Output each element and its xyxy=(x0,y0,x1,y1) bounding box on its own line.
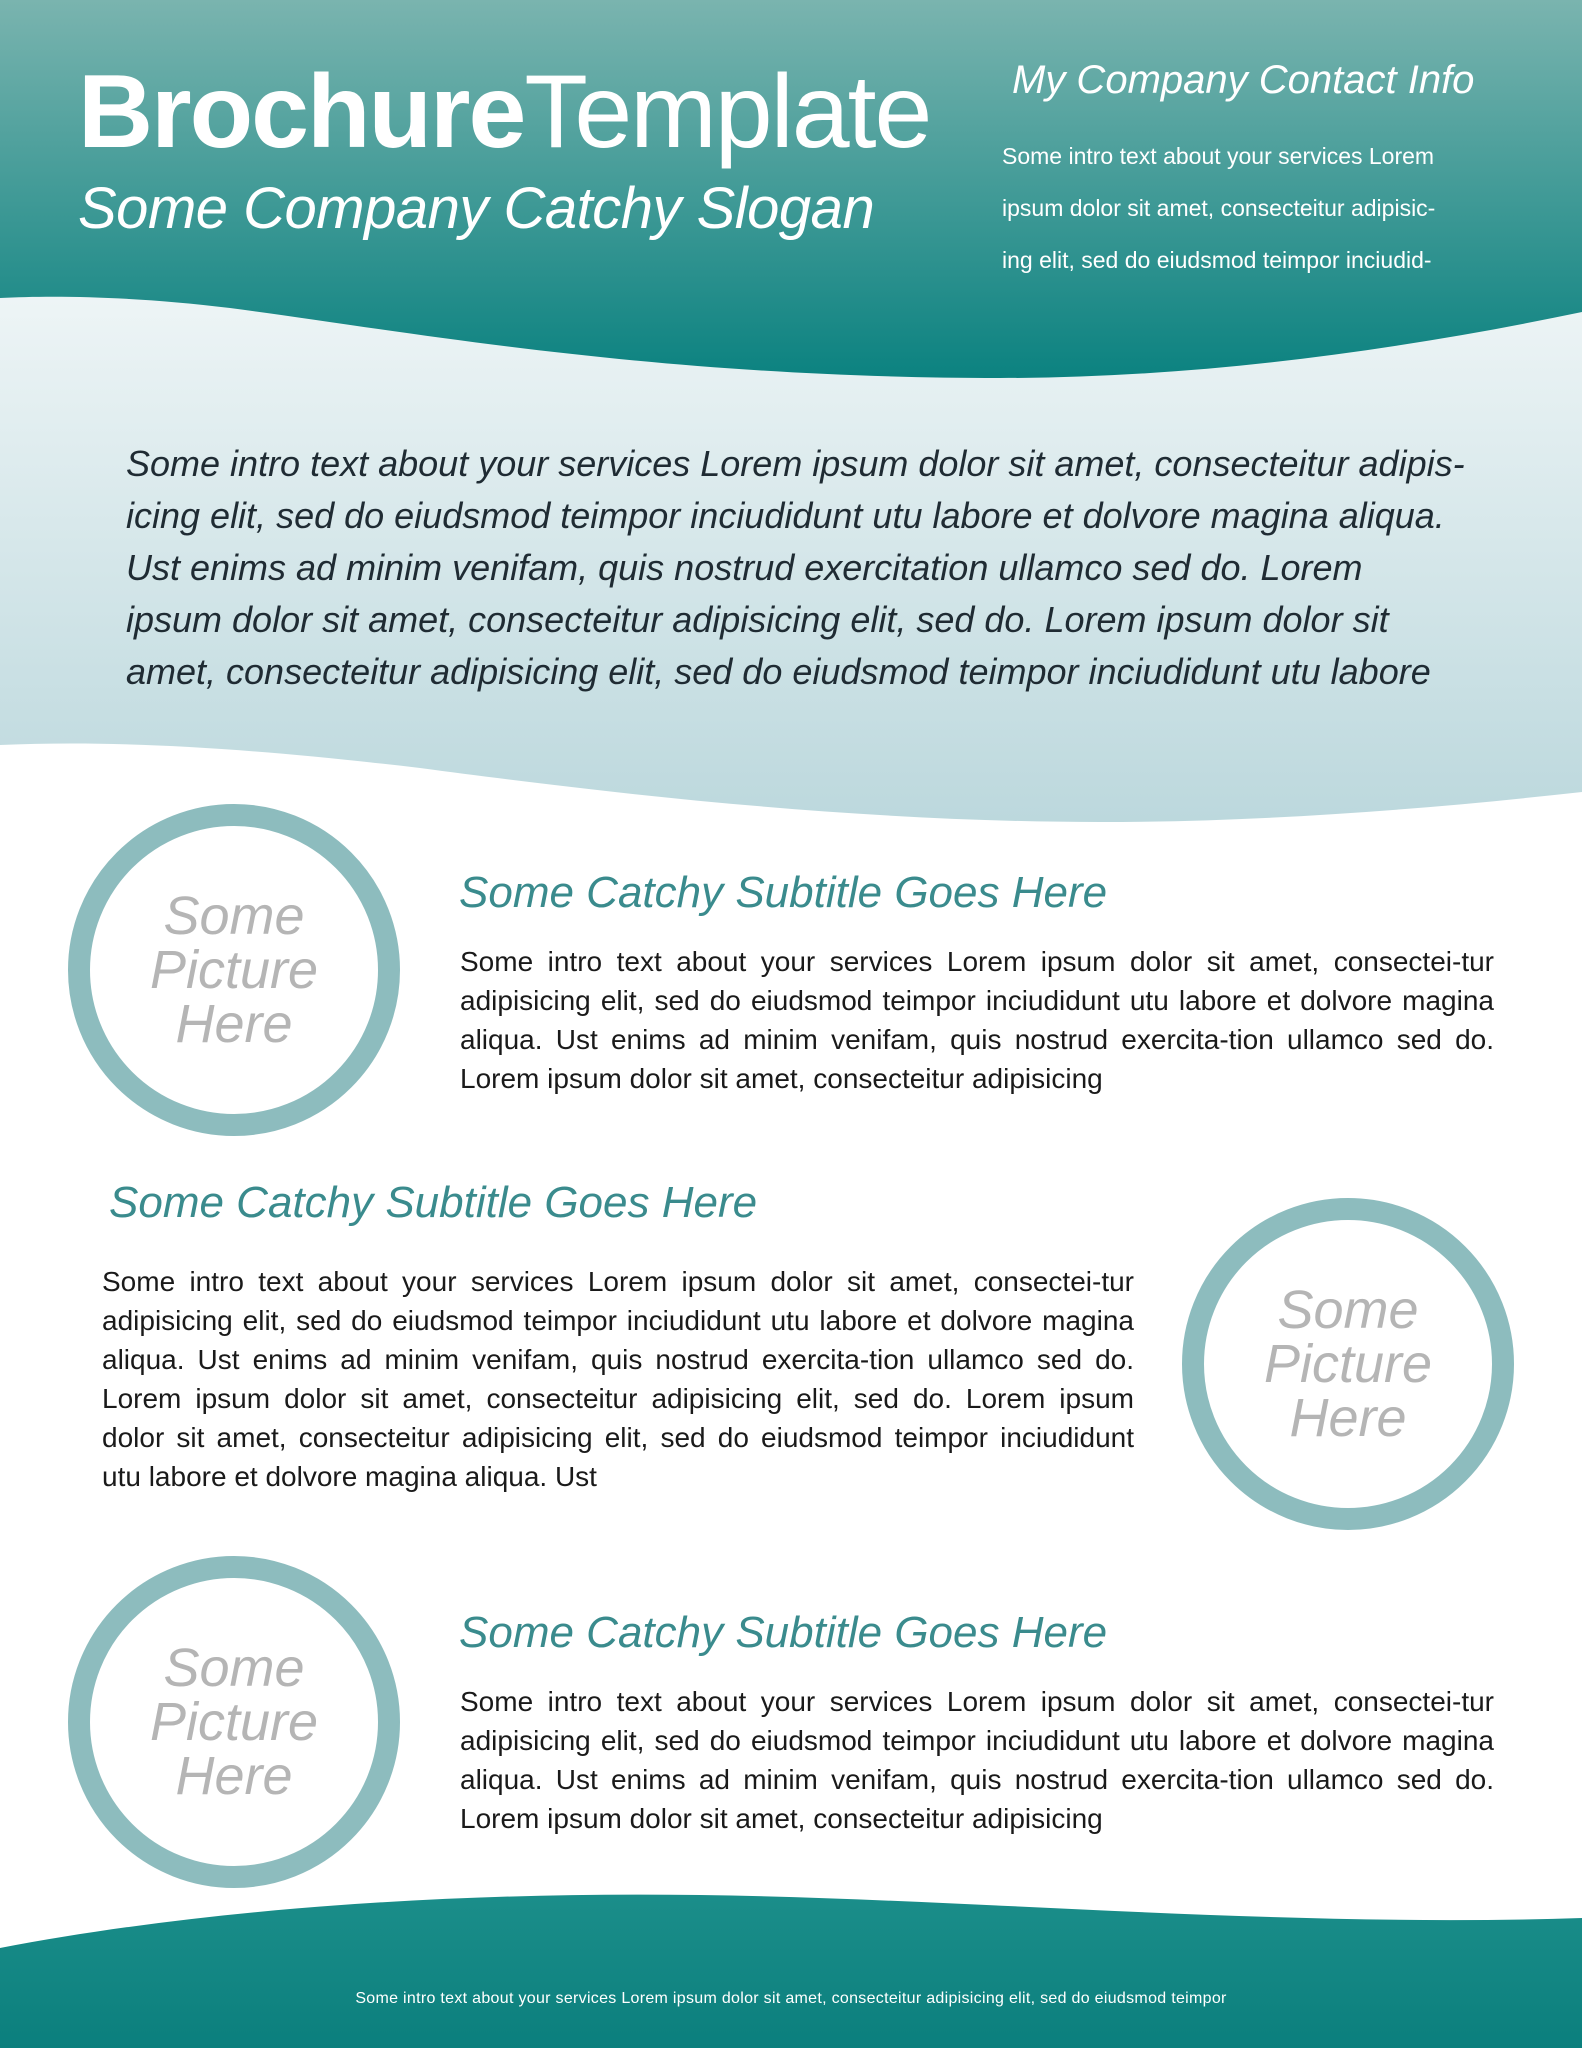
contact-info-text xyxy=(1002,130,1512,286)
placeholder-word: Some xyxy=(163,1638,305,1698)
placeholder-word: Picture xyxy=(1263,1334,1433,1394)
title-bold: Brochure xyxy=(78,54,525,170)
intro-line: amet, consecteitur adipisicing elit, sed do eiudsmod teimpor inciudidunt utu labore xyxy=(126,651,1431,692)
section-1-body: Some intro text about your services Lorem ipsum dolor sit amet, consectei-tur adipisicing elit, sed do eiudsmod teimpor inciudidunt utu labore et dolvore magina aliqua. Ust enims ad minim venifam, quis nostrud exercita-tion ullamco sed do. Lorem ipsum dolor sit amet, consecteitur adipisicing xyxy=(460,946,1494,1094)
company-slogan: Some Company Catchy Slogan xyxy=(78,176,875,241)
placeholder-word: Here xyxy=(175,994,293,1054)
contact-line: ipsum dolor sit amet, consecteitur adipisic- xyxy=(1002,195,1436,221)
section-2-subtitle: Some Catchy Subtitle Goes Here xyxy=(109,1178,758,1227)
placeholder-word: Picture xyxy=(149,1692,319,1752)
contact-line: Some intro text about your services Lorem xyxy=(1002,143,1435,169)
intro-paragraph xyxy=(126,438,1506,698)
intro-line: icing elit, sed do eiudsmod teimpor inciudidunt utu labore et dolvore magina aliqua. xyxy=(126,495,1445,536)
contact-info-title: My Company Contact Info xyxy=(1012,58,1475,102)
placeholder-word: Some xyxy=(163,886,305,946)
intro-line: Ust enims ad minim venifam, quis nostrud exercitation ullamco sed do. Lorem xyxy=(126,547,1363,588)
picture-placeholder-1 xyxy=(68,804,400,1136)
section-3-body: Some intro text about your services Lorem ipsum dolor sit amet, consectei-tur adipisicing elit, sed do eiudsmod teimpor inciudidunt utu labore et dolvore magina aliqua. Ust enims ad minim venifam, quis nostrud exercita-tion ullamco sed do. Lorem ipsum dolor sit amet, consecteitur adipisicing xyxy=(460,1686,1494,1834)
section-1-subtitle: Some Catchy Subtitle Goes Here xyxy=(459,868,1108,917)
picture-placeholder-2 xyxy=(1182,1198,1514,1530)
footer-text: Some intro text about your services Lorem ipsum dolor sit amet, consecteitur adipisicing elit, sed do eiudsmod teimpor xyxy=(355,1990,1227,2007)
intro-line: Some intro text about your services Lorem ipsum dolor sit amet, consecteitur adipis- xyxy=(126,443,1465,484)
section-2-body: Some intro text about your services Lorem ipsum dolor sit amet, consectei-tur adipisicing elit, sed do eiudsmod teimpor inciudidunt utu labore et dolvore magina aliqua. Ust enims ad minim venifam, quis nostrud exercita-tion ullamco sed do. Lorem ipsum dolor sit amet, consecteitur adipisicing elit, sed do. Lorem ipsum dolor sit amet, consecteitur adipisicing elit, sed do eiudsmod teimpor inciudidunt utu labore et dolvore magina aliqua. Ust xyxy=(102,1266,1134,1492)
brochure-title xyxy=(78,54,931,170)
placeholder-word: Some xyxy=(1277,1280,1419,1340)
contact-line: ing elit, sed do eiudsmod teimpor inciudid- xyxy=(1002,247,1432,273)
placeholder-word: Here xyxy=(1289,1388,1407,1448)
footer-band xyxy=(0,1895,1582,2048)
section-3-subtitle: Some Catchy Subtitle Goes Here xyxy=(459,1608,1108,1657)
picture-placeholder-3 xyxy=(68,1556,400,1888)
title-light: Template xyxy=(524,54,931,170)
intro-line: ipsum dolor sit amet, consecteitur adipisicing elit, sed do. Lorem ipsum dolor sit xyxy=(126,599,1389,640)
placeholder-word: Picture xyxy=(149,940,319,1000)
placeholder-word: Here xyxy=(175,1746,293,1806)
